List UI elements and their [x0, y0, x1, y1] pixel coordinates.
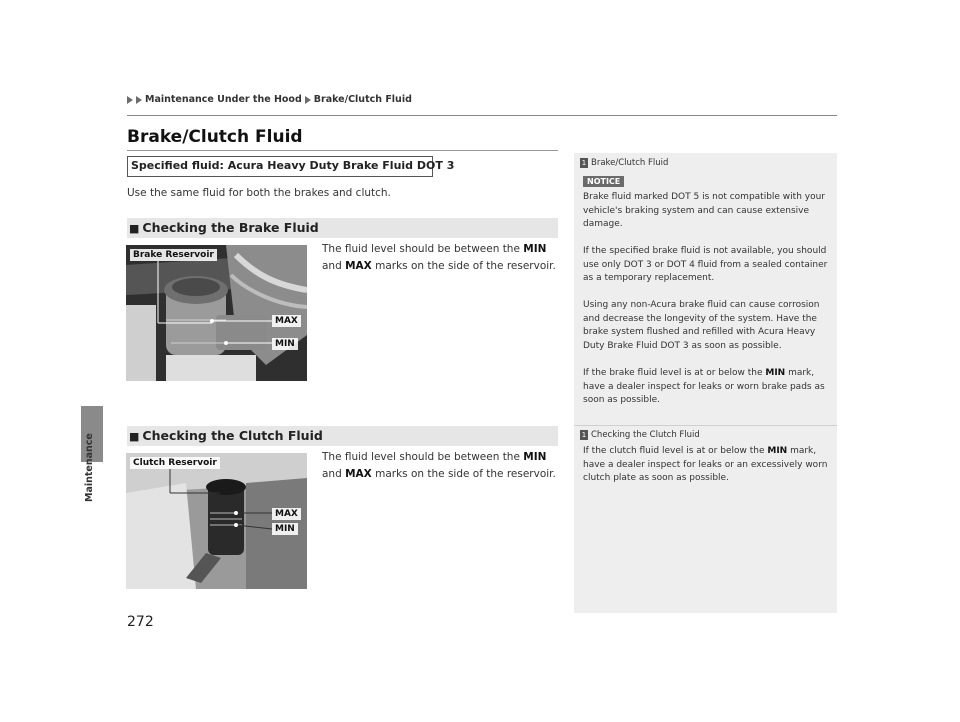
- specified-fluid-box: Specified fluid: Acura Heavy Duty Brake Fluid DOT 3: [127, 156, 433, 177]
- brake-instructions: The fluid level should be between the MIN and MAX marks on the side of the reservoir.: [322, 243, 556, 272]
- clutch-section-heading: [127, 426, 558, 446]
- clutch-reservoir-callout: Clutch Reservoir: [130, 457, 220, 469]
- brake-reservoir-callout: Brake Reservoir: [130, 249, 217, 261]
- breadcrumb-arrow-icon: [127, 96, 133, 104]
- side-section-label: Maintenance: [84, 433, 95, 502]
- clutch-heading-text: Checking the Clutch Fluid: [142, 428, 323, 443]
- clutch-max-callout: MAX: [272, 508, 301, 520]
- square-bullet-icon: ■: [129, 222, 140, 235]
- notes-divider: [574, 425, 837, 426]
- page-number: 272: [127, 614, 154, 630]
- clutch-instructions: The fluid level should be between the MIN and MAX marks on the side of the reservoir.: [322, 451, 556, 480]
- breadcrumb-arrow-icon: [305, 96, 311, 104]
- page-title: Brake/Clutch Fluid: [127, 127, 303, 147]
- breadcrumb-arrow-icon: [136, 96, 142, 104]
- brake-note-heading: 1 Brake/Clutch Fluid: [581, 158, 669, 168]
- brake-min-callout: MIN: [272, 338, 298, 350]
- square-bullet-icon: ■: [129, 430, 140, 443]
- breadcrumb: [127, 94, 412, 105]
- brake-section-heading: [127, 218, 558, 238]
- clutch-min-callout: MIN: [272, 523, 298, 535]
- engine-bay-illustration: [126, 453, 307, 589]
- title-divider: [127, 150, 558, 151]
- breadcrumb-item-current: Brake/Clutch Fluid: [313, 94, 412, 105]
- reference-badge: 1: [581, 431, 587, 439]
- engine-bay-illustration: [126, 245, 307, 381]
- reference-badge: 1: [581, 159, 587, 167]
- notice-badge: NOTICE: [583, 176, 624, 187]
- brake-heading-text: Checking the Brake Fluid: [142, 220, 319, 235]
- breadcrumb-item: Maintenance Under the Hood: [145, 94, 302, 105]
- note-paragraph: If the clutch fluid level is at or below the MIN mark, have a dealer inspect for leaks or an excessively worn clutch plate as soon as possible.: [583, 446, 828, 483]
- note-paragraph: Brake fluid marked DOT 5 is not compatible with your vehicle's braking system and can cause extensive damage.: [583, 192, 826, 229]
- intro-text: Use the same fluid for both the brakes and clutch.: [127, 187, 391, 199]
- note-paragraph: Using any non-Acura brake fluid can cause corrosion and decrease the longevity of the system. Have the brake system flushed and refilled with Acura Heavy Duty Brake Fluid DOT 3 as soon as possible.: [583, 300, 820, 351]
- clutch-reservoir-photo: [126, 453, 307, 589]
- brake-max-callout: MAX: [272, 315, 301, 327]
- brake-reservoir-photo: [126, 245, 307, 381]
- clutch-note-heading: 1 Checking the Clutch Fluid: [581, 430, 700, 440]
- header-divider: [127, 115, 837, 116]
- note-paragraph: If the brake fluid level is at or below the MIN mark, have a dealer inspect for leaks or worn brake pads as soon as possible.: [583, 368, 825, 405]
- note-paragraph: If the specified brake fluid is not available, you should use only DOT 3 or DOT 4 fluid from a sealed container as a temporary replacement.: [583, 246, 828, 283]
